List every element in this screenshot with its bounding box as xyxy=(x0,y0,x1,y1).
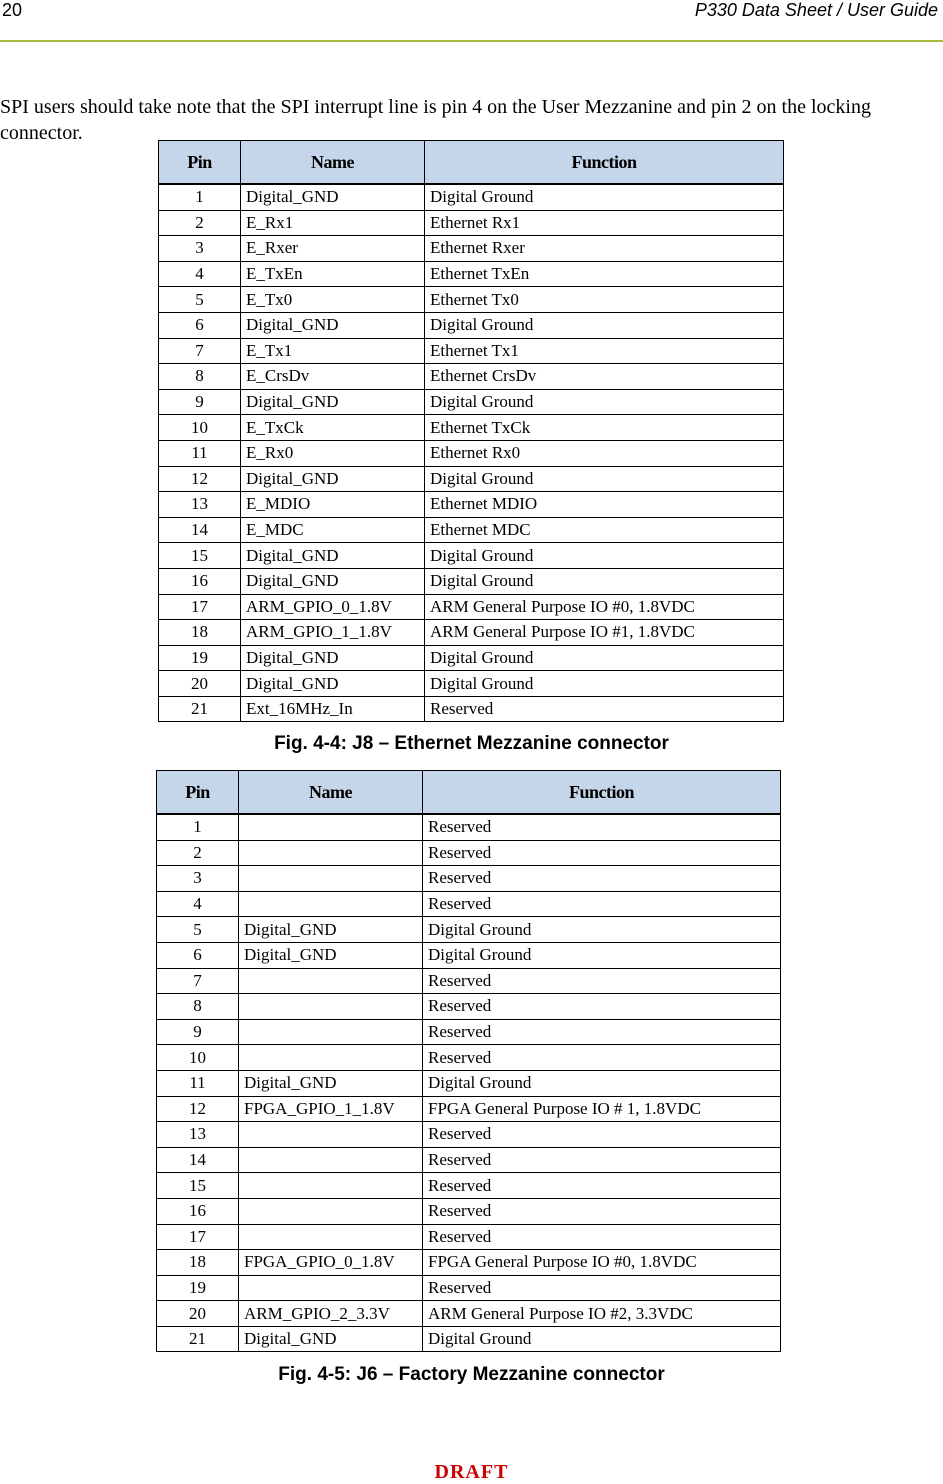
figure-caption-4-4: Fig. 4-4: J8 – Ethernet Mezzanine connector xyxy=(274,733,669,754)
name-cell: E_Rx1 xyxy=(241,210,425,236)
name-cell: E_TxEn xyxy=(241,261,425,287)
table-row xyxy=(157,942,781,968)
pin-cell: 19 xyxy=(159,645,241,671)
table-row xyxy=(159,287,784,313)
function-cell: Ethernet Tx1 xyxy=(425,338,784,364)
function-cell: Reserved xyxy=(423,1173,781,1199)
table-header-row xyxy=(157,771,781,815)
page-header xyxy=(0,0,943,42)
table-row xyxy=(157,994,781,1020)
name-cell xyxy=(239,1122,423,1148)
table-row xyxy=(159,415,784,441)
table-row xyxy=(157,1070,781,1096)
name-cell xyxy=(239,891,423,917)
function-cell: Digital Ground xyxy=(425,645,784,671)
figure-caption-4-5: Fig. 4-5: J6 – Factory Mezzanine connector xyxy=(278,1364,665,1385)
table-row xyxy=(157,1173,781,1199)
pin-cell: 2 xyxy=(157,840,239,866)
table-row xyxy=(159,184,784,210)
pin-cell: 15 xyxy=(159,543,241,569)
name-cell: FPGA_GPIO_1_1.8V xyxy=(239,1096,423,1122)
ethernet-mezzanine-table xyxy=(158,140,784,722)
name-cell: Ext_16MHz_In xyxy=(241,696,425,722)
function-cell: Reserved xyxy=(423,814,781,840)
name-cell: ARM_GPIO_1_1.8V xyxy=(241,620,425,646)
function-cell: Ethernet TxEn xyxy=(425,261,784,287)
name-cell: E_Tx1 xyxy=(241,338,425,364)
function-cell: Ethernet MDC xyxy=(425,517,784,543)
factory-mezzanine-table xyxy=(156,770,781,1352)
pin-cell: 19 xyxy=(157,1275,239,1301)
function-cell: Reserved xyxy=(423,1147,781,1173)
name-cell: Digital_GND xyxy=(241,568,425,594)
pin-cell: 7 xyxy=(159,338,241,364)
function-cell: Reserved xyxy=(423,994,781,1020)
pin-cell: 8 xyxy=(157,994,239,1020)
table-row xyxy=(157,968,781,994)
pin-cell: 6 xyxy=(159,312,241,338)
pin-cell: 12 xyxy=(159,466,241,492)
name-cell: ARM_GPIO_0_1.8V xyxy=(241,594,425,620)
function-cell: ARM General Purpose IO #1, 1.8VDC xyxy=(425,620,784,646)
table-row xyxy=(159,389,784,415)
function-cell: Reserved xyxy=(423,840,781,866)
table-row xyxy=(157,840,781,866)
pin-cell: 9 xyxy=(159,389,241,415)
pin-cell: 20 xyxy=(159,671,241,697)
function-cell: Digital Ground xyxy=(425,389,784,415)
function-cell: Ethernet MDIO xyxy=(425,492,784,518)
function-cell: Ethernet Tx0 xyxy=(425,287,784,313)
table-row xyxy=(157,1122,781,1148)
table-row xyxy=(159,261,784,287)
pin-cell: 12 xyxy=(157,1096,239,1122)
name-cell xyxy=(239,994,423,1020)
name-cell: E_CrsDv xyxy=(241,364,425,390)
table-row xyxy=(157,1275,781,1301)
intro-paragraph: SPI users should take note that the SPI interrupt line is pin 4 on the User Mezzanine and pin 2 on the locking connector. xyxy=(0,96,871,144)
function-cell: Reserved xyxy=(423,1019,781,1045)
table-row xyxy=(159,696,784,722)
function-cell: Reserved xyxy=(423,1122,781,1148)
name-cell xyxy=(239,968,423,994)
function-cell: Digital Ground xyxy=(423,1070,781,1096)
draft-watermark: DRAFT xyxy=(434,1461,509,1483)
table-header-row xyxy=(159,141,784,185)
name-cell xyxy=(239,1173,423,1199)
table-row xyxy=(159,671,784,697)
table-row xyxy=(157,1045,781,1071)
pin-cell: 5 xyxy=(157,917,239,943)
table-row xyxy=(157,866,781,892)
pin-cell: 21 xyxy=(157,1326,239,1352)
function-cell: ARM General Purpose IO #2, 3.3VDC xyxy=(423,1301,781,1327)
name-cell xyxy=(239,1198,423,1224)
name-cell: Digital_GND xyxy=(241,543,425,569)
table-row xyxy=(159,364,784,390)
name-cell xyxy=(239,840,423,866)
table-row xyxy=(159,620,784,646)
function-cell: FPGA General Purpose IO #0, 1.8VDC xyxy=(423,1250,781,1276)
function-cell: Reserved xyxy=(423,891,781,917)
pin-cell: 17 xyxy=(159,594,241,620)
table-row xyxy=(159,440,784,466)
name-cell: Digital_GND xyxy=(241,389,425,415)
table-row xyxy=(157,1224,781,1250)
name-cell: Digital_GND xyxy=(239,917,423,943)
function-cell: Digital Ground xyxy=(423,1326,781,1352)
function-cell: Reserved xyxy=(423,866,781,892)
pin-cell: 4 xyxy=(157,891,239,917)
table-row xyxy=(157,814,781,840)
pin-cell: 13 xyxy=(159,492,241,518)
table-row xyxy=(159,517,784,543)
name-cell: Digital_GND xyxy=(241,645,425,671)
function-cell: Ethernet Rx0 xyxy=(425,440,784,466)
function-cell: Ethernet Rxer xyxy=(425,236,784,262)
name-cell xyxy=(239,1275,423,1301)
function-cell: Digital Ground xyxy=(425,568,784,594)
function-cell: Reserved xyxy=(423,968,781,994)
header-function: Function xyxy=(425,141,784,185)
name-cell: Digital_GND xyxy=(241,312,425,338)
table-row xyxy=(159,312,784,338)
table-row xyxy=(159,645,784,671)
table-row xyxy=(159,338,784,364)
header-pin: Pin xyxy=(159,141,241,185)
table-row xyxy=(159,210,784,236)
name-cell: Digital_GND xyxy=(241,671,425,697)
pin-cell: 11 xyxy=(159,440,241,466)
function-cell: Reserved xyxy=(423,1275,781,1301)
name-cell xyxy=(239,1147,423,1173)
pin-cell: 13 xyxy=(157,1122,239,1148)
name-cell: Digital_GND xyxy=(241,184,425,210)
pin-cell: 4 xyxy=(159,261,241,287)
name-cell: E_MDIO xyxy=(241,492,425,518)
pin-cell: 18 xyxy=(157,1250,239,1276)
header-function: Function xyxy=(423,771,781,815)
table-row xyxy=(157,1198,781,1224)
pin-cell: 3 xyxy=(157,866,239,892)
function-cell: Digital Ground xyxy=(425,184,784,210)
function-cell: Ethernet CrsDv xyxy=(425,364,784,390)
function-cell: Ethernet Rx1 xyxy=(425,210,784,236)
name-cell: E_TxCk xyxy=(241,415,425,441)
pin-cell: 15 xyxy=(157,1173,239,1199)
name-cell xyxy=(239,1019,423,1045)
name-cell: Digital_GND xyxy=(241,466,425,492)
function-cell: ARM General Purpose IO #0, 1.8VDC xyxy=(425,594,784,620)
function-cell: Digital Ground xyxy=(425,671,784,697)
table-row xyxy=(159,543,784,569)
pin-cell: 5 xyxy=(159,287,241,313)
function-cell: Digital Ground xyxy=(425,312,784,338)
pin-cell: 10 xyxy=(159,415,241,441)
function-cell: Reserved xyxy=(423,1198,781,1224)
name-cell: E_MDC xyxy=(241,517,425,543)
pin-cell: 1 xyxy=(159,184,241,210)
function-cell: Digital Ground xyxy=(423,942,781,968)
name-cell: E_Rxer xyxy=(241,236,425,262)
name-cell xyxy=(239,866,423,892)
pin-cell: 1 xyxy=(157,814,239,840)
function-cell: Reserved xyxy=(423,1045,781,1071)
function-cell: Digital Ground xyxy=(425,466,784,492)
function-cell: Ethernet TxCk xyxy=(425,415,784,441)
pin-cell: 20 xyxy=(157,1301,239,1327)
function-cell: Reserved xyxy=(423,1224,781,1250)
table-row xyxy=(157,1301,781,1327)
name-cell: E_Tx0 xyxy=(241,287,425,313)
table-row xyxy=(159,492,784,518)
name-cell: E_Rx0 xyxy=(241,440,425,466)
pin-cell: 8 xyxy=(159,364,241,390)
header-name: Name xyxy=(241,141,425,185)
pin-cell: 10 xyxy=(157,1045,239,1071)
pin-cell: 16 xyxy=(157,1198,239,1224)
name-cell: FPGA_GPIO_0_1.8V xyxy=(239,1250,423,1276)
function-cell: Digital Ground xyxy=(423,917,781,943)
function-cell: FPGA General Purpose IO # 1, 1.8VDC xyxy=(423,1096,781,1122)
name-cell: ARM_GPIO_2_3.3V xyxy=(239,1301,423,1327)
table-row xyxy=(159,568,784,594)
name-cell xyxy=(239,1224,423,1250)
pin-cell: 6 xyxy=(157,942,239,968)
table-row xyxy=(157,1147,781,1173)
function-cell: Reserved xyxy=(425,696,784,722)
table-row xyxy=(157,1096,781,1122)
name-cell xyxy=(239,814,423,840)
table-row xyxy=(157,891,781,917)
table-row xyxy=(157,917,781,943)
pin-cell: 7 xyxy=(157,968,239,994)
document-title: P330 Data Sheet / User Guide xyxy=(694,0,938,20)
pin-cell: 9 xyxy=(157,1019,239,1045)
pin-cell: 3 xyxy=(159,236,241,262)
name-cell xyxy=(239,1045,423,1071)
header-name: Name xyxy=(239,771,423,815)
pin-cell: 18 xyxy=(159,620,241,646)
name-cell: Digital_GND xyxy=(239,1070,423,1096)
function-cell: Digital Ground xyxy=(425,543,784,569)
pin-cell: 17 xyxy=(157,1224,239,1250)
pin-cell: 21 xyxy=(159,696,241,722)
name-cell: Digital_GND xyxy=(239,942,423,968)
table-row xyxy=(157,1326,781,1352)
table-row xyxy=(159,594,784,620)
name-cell: Digital_GND xyxy=(239,1326,423,1352)
page-number: 20 xyxy=(2,0,23,20)
pin-cell: 14 xyxy=(159,517,241,543)
pin-cell: 11 xyxy=(157,1070,239,1096)
pin-cell: 16 xyxy=(159,568,241,594)
table-row xyxy=(157,1250,781,1276)
table-row xyxy=(157,1019,781,1045)
pin-cell: 2 xyxy=(159,210,241,236)
table-row xyxy=(159,236,784,262)
header-pin: Pin xyxy=(157,771,239,815)
table-row xyxy=(159,466,784,492)
pin-cell: 14 xyxy=(157,1147,239,1173)
